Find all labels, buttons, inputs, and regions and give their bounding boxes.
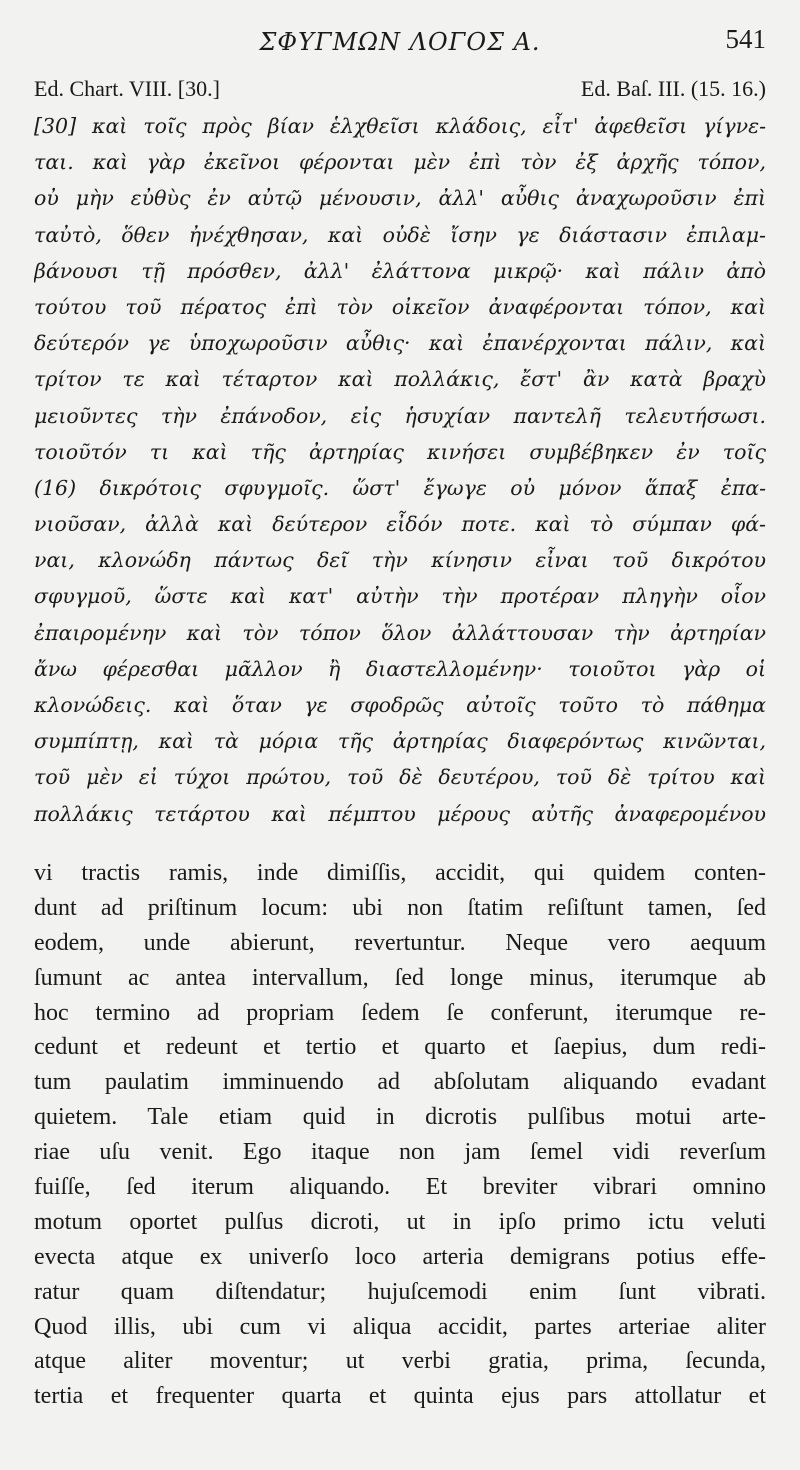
greek-text-line: κλονώδεις. καὶ ὅταν γε σφοδρῶς αὐτοῖς τοῦτο τὸ πάθημα bbox=[34, 693, 766, 717]
latin-text-line: motum oportet pulſus dicroti, ut in ipſo primo ictu veluti bbox=[34, 1208, 766, 1235]
greek-text-line: τούτου τοῦ πέρατος ἐπὶ τὸν οἰκεῖον ἀναφέρονται τόπον, καὶ bbox=[34, 294, 766, 319]
greek-text-line: ναι, κλονώδη πάντως δεῖ τὴν κίνησιν εἶναι τοῦ δικρότου bbox=[34, 548, 766, 573]
edition-basel-reference: Ed. Baſ. III. (15. 16.) bbox=[580, 76, 766, 101]
greek-text-line: ἐπαιρομένην καὶ τὸν τόπον ὅλον ἀλλάττουσαν τὴν ἀρτηρίαν bbox=[34, 620, 766, 645]
latin-text-line: evecta atque ex univerſo loco arteria demigrans potius effe- bbox=[34, 1243, 766, 1270]
latin-text-line: dunt ad priſtinum locum: ubi non ſtatim reſiſtunt tamen, ſed bbox=[34, 894, 766, 921]
latin-text-line: quietem. Tale etiam quid in dicrotis pulſibus motui arte- bbox=[34, 1104, 766, 1131]
latin-text-line: atque aliter moventur; ut verbi gratia, prima, ſecunda, bbox=[34, 1348, 766, 1375]
latin-text-line: cedunt et redeunt et tertio et quarto et ſaepius, dum redi- bbox=[34, 1034, 766, 1061]
latin-text-line: ſumunt ac antea intervallum, ſed longe minus, iterumque ab bbox=[34, 964, 766, 991]
edition-chart-reference: Ed. Chart. VIII. [30.] bbox=[34, 76, 220, 101]
greek-text-line: τρίτον τε καὶ τέταρτον καὶ πολλάκις, ἔστ' ἂν κατὰ βραχὺ bbox=[34, 367, 766, 392]
greek-text-line: τοῦ μὲν εἰ τύχοι πρώτου, τοῦ δὲ δευτέρου, τοῦ δὲ τρίτου καὶ bbox=[34, 765, 766, 790]
greek-text-line: σφυγμοῦ, ὥστε καὶ κατ' αὐτὴν τὴν προτέραν πληγὴν οἷον bbox=[34, 584, 766, 609]
greek-text-line: τοιοῦτόν τι καὶ τῆς ἀρτηρίας κινήσει συμβέβηκεν ἐν τοῖς bbox=[34, 439, 766, 464]
greek-text-line: ταὐτὸ, ὅθεν ἠνέχθησαν, καὶ οὐδὲ ἴσην γε διάστασιν ἐπιλαμ- bbox=[34, 222, 766, 247]
latin-text-line: riae uſu venit. Ego itaque non jam ſemel vidi reverſum bbox=[34, 1139, 766, 1166]
page-number: 541 bbox=[725, 24, 766, 54]
latin-text-line: tum paulatim imminuendo ad abſolutam aliquando evadant bbox=[34, 1069, 766, 1096]
latin-text-line: Quod illis, ubi cum vi aliqua accidit, partes arteriae aliter bbox=[34, 1313, 766, 1340]
greek-text-line: βάνουσι τῇ πρόσθεν, ἀλλ' ἐλάττονα μικρῷ· καὶ πάλιν ἀπὸ bbox=[34, 258, 766, 283]
running-head bbox=[34, 24, 766, 62]
latin-text-line: vi tractis ramis, inde dimiſſis, accidit, qui quidem conten- bbox=[34, 860, 766, 886]
latin-text-line: fuiſſe, ſed iterum aliquando. Et breviter vibrari omnino bbox=[34, 1174, 766, 1201]
greek-text-line: μειοῦντες τὴν ἐπάνοδον, εἰς ἡσυχίαν παντελῆ τελευτήσωσι. bbox=[34, 403, 766, 428]
greek-text-line: οὐ μὴν εὐθὺς ἐν αὐτῷ μένουσιν, ἀλλ' αὖθις ἀναχωροῦσιν ἐπὶ bbox=[34, 186, 766, 211]
latin-text-line: eodem, unde abierunt, revertuntur. Neque vero aequum bbox=[34, 929, 766, 956]
greek-text-line: ται. καὶ γὰρ ἐκεῖνοι φέρονται μὲν ἐπὶ τὸν ἐξ ἀρχῆς τόπον, bbox=[34, 150, 766, 175]
greek-text-line: πολλάκις τετάρτου καὶ πέμπτου μέρους αὐτῆς ἀναφερομένου bbox=[34, 801, 766, 826]
greek-text-line: δεύτερόν γε ὑποχωροῦσιν αὖθις· καὶ ἐπανέρχονται πάλιν, καὶ bbox=[34, 331, 766, 356]
greek-text-line: συμπίπτῃ, καὶ τὰ μόρια τῆς ἀρτηρίας διαφερόντως κινῶνται, bbox=[34, 729, 766, 754]
latin-text-line: tertia et frequenter quarta et quinta ejus pars attollatur et bbox=[34, 1383, 766, 1410]
latin-text-line: ratur quam diſtendatur; hujuſcemodi enim ſunt vibrati. bbox=[34, 1278, 766, 1305]
latin-text-block bbox=[34, 856, 766, 1414]
greek-text-block bbox=[34, 108, 766, 832]
running-title: ΣΦΥΓΜΩΝ ΛΟΓΟΣ Α. bbox=[259, 28, 541, 56]
greek-text-line: νιοῦσαν, ἀλλὰ καὶ δεύτερον εἶδόν ποτε. καὶ τὸ σύμπαν φά- bbox=[34, 512, 766, 537]
latin-text-line: hoc termino ad propriam ſedem ſe conferunt, iterumque re- bbox=[34, 999, 766, 1026]
greek-text-line: [30] καὶ τοῖς πρὸς βίαν ἑλχθεῖσι κλάδοις, εἶτ' ἀφεθεῖσι γίγνε- bbox=[34, 114, 766, 138]
greek-text-line: ἄνω φέρεσθαι μᾶλλον ἢ διαστελλομένην· τοιοῦτοι γὰρ οἱ bbox=[34, 656, 766, 681]
edition-reference-line bbox=[34, 76, 766, 106]
greek-text-line: (16) δικρότοις σφυγμοῖς. ὥστ' ἔγωγε οὐ μόνον ἅπαξ ἐπα- bbox=[34, 475, 766, 500]
